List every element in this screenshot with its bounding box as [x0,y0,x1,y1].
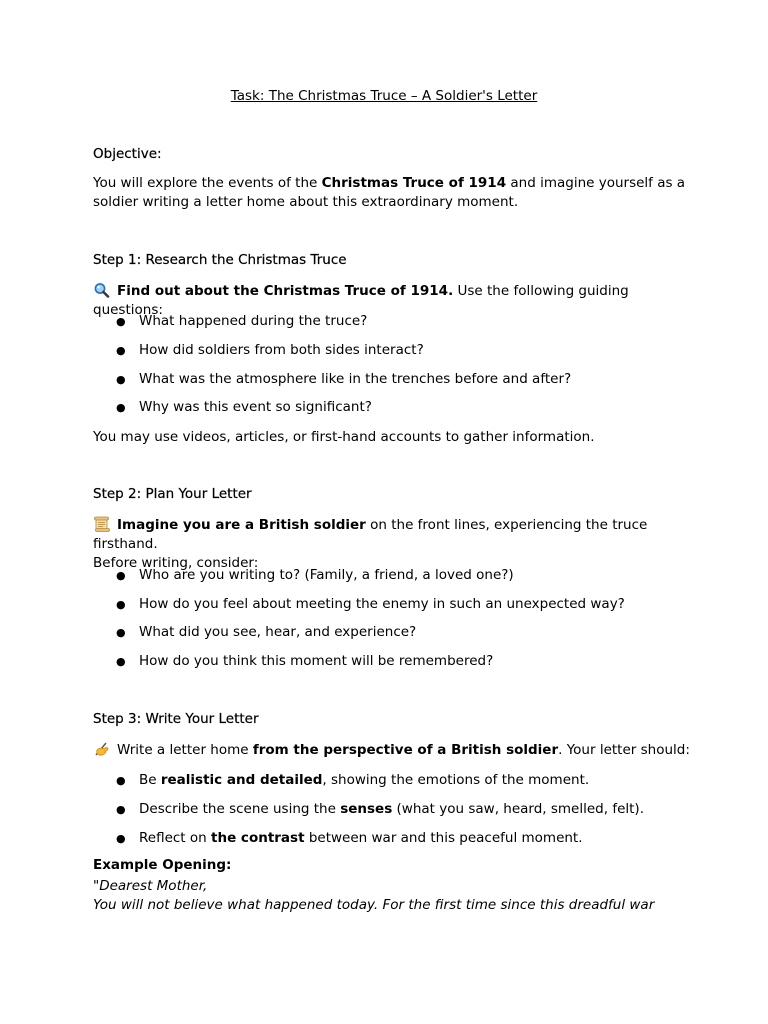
text-segment: , showing the emotions of the moment. [322,772,590,788]
list-item-text: What happened during the truce? [139,313,368,329]
text-segment: Be [139,772,161,788]
list-item-text: How do you think this moment will be remembered? [139,653,494,669]
list-item-text [139,771,589,790]
example-heading: Example Opening: [93,857,232,873]
bullet-icon: ● [116,774,126,787]
bullet-icon: ● [116,598,126,611]
magnifying-glass-icon [93,282,111,298]
writing-hand-icon [93,741,111,757]
objective-text-3: soldier writing a letter home about this extraordinary moment. [93,194,519,210]
bullet-icon: ● [116,655,126,668]
step3-heading: Step 3: Write Your Letter [93,711,259,727]
step2-lead-rest: on the front lines, experiencing the truce firsthand. [93,517,648,552]
step2-lead-bold: Imagine you are a British soldier [117,517,366,533]
list-item [116,800,696,819]
list-item [116,370,696,389]
list-item-text [139,829,583,848]
list-item-text: Who are you writing to? (Family, a friend, a loved one?) [139,567,514,583]
example-line-2: You will not believe what happened today. For the first time since this dreadful war [93,897,655,913]
text-emphasis: senses [340,801,393,817]
bullet-icon: ● [116,626,126,639]
text-segment: between war and this peaceful moment. [304,830,583,846]
bullet-icon: ● [116,315,126,328]
list-item [116,566,696,585]
text-segment: Describe the scene using the [139,801,341,817]
objective-highlight: Christmas Truce of 1914 [321,175,507,191]
list-item-text: What was the atmosphere like in the trenches before and after? [139,371,572,387]
list-item-text [139,800,644,819]
list-item [116,771,696,790]
list-item [116,341,696,360]
list-item-text: What did you see, hear, and experience? [139,624,417,640]
step1-footer: You may use videos, articles, or first-hand accounts to gather information. [93,429,595,445]
text-emphasis: realistic and detailed [160,772,323,788]
bullet-icon: ● [116,344,126,357]
step2-lead [93,516,693,573]
list-item-text: How did soldiers from both sides interact? [139,342,424,358]
step3-lead [93,741,693,760]
list-item [116,595,696,614]
list-item [116,652,696,671]
objective-heading: Objective: [93,146,162,162]
step1-lead-bold: Find out about the Christmas Truce of 1914. [117,283,454,299]
objective-text-1: You will explore the events of the [93,175,322,191]
list-item [116,623,696,642]
step1-lead-rest: Use the following guiding questions: [93,283,629,318]
bullet-icon: ● [116,569,126,582]
objective-text-2: and imagine yourself as a [506,175,686,191]
step2-lead-line2: Before writing, consider: [93,555,259,571]
list-item [116,312,696,331]
step3-lead-bold: from the perspective of a British soldier [252,742,559,758]
bullet-icon: ● [116,803,126,816]
bullet-icon: ● [116,832,126,845]
text-segment: Reflect on [139,830,212,846]
page-title: Task: The Christmas Truce – A Soldier's Letter [230,88,538,104]
example-line-1: "Dearest Mother, [93,878,208,894]
scroll-icon [93,516,111,532]
step3-lead-rest: . Your letter should: [558,742,690,758]
list-item-text: How do you feel about meeting the enemy in such an unexpected way? [139,596,625,612]
list-item-text: Why was this event so significant? [139,399,372,415]
bullet-icon: ● [116,373,126,386]
objective-paragraph [93,174,693,212]
bullet-icon: ● [116,401,126,414]
list-item [116,398,696,417]
text-segment: (what you saw, heard, smelled, felt). [392,801,644,817]
step2-heading: Step 2: Plan Your Letter [93,486,252,502]
text-emphasis: the contrast [211,830,305,846]
step3-lead-a: Write a letter home [117,742,253,758]
list-item [116,829,696,848]
step1-heading: Step 1: Research the Christmas Truce [93,252,347,268]
